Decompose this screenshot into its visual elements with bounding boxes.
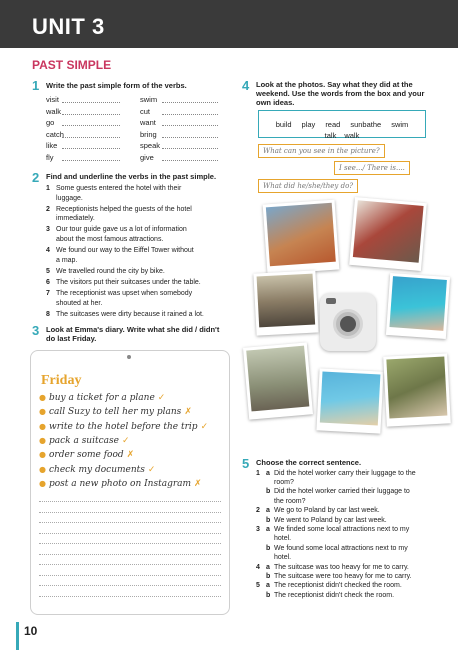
option-text[interactable]: We found some local attractions next to my — [274, 544, 408, 552]
tablet-camera-dot — [127, 355, 131, 359]
sentence-text: about the most famous attractions. — [56, 236, 164, 243]
answer-line[interactable] — [62, 102, 120, 103]
answer-line[interactable] — [162, 125, 218, 126]
ex1-verb: speak — [140, 141, 161, 150]
instant-camera-image — [320, 293, 376, 351]
word-box-row2 — [259, 125, 425, 143]
item-number: 2 — [256, 507, 260, 515]
photo-reading-book — [349, 197, 427, 271]
sentence-text: We found our way to the Eiffel Tower without — [56, 247, 194, 255]
ex1-verb: walk — [46, 106, 62, 116]
answer-line[interactable] — [62, 148, 120, 149]
diary-bullet: ● — [39, 407, 46, 417]
diary-item — [39, 405, 192, 419]
answer-line[interactable] — [162, 102, 218, 103]
option-letter: b — [266, 591, 271, 599]
sentence-text: The suitcases were dirty because it rained a lot. — [56, 310, 204, 318]
ex1-verb: visit — [46, 95, 59, 104]
writing-line[interactable] — [39, 512, 221, 513]
ex2-instruction: Find and underline the verbs in the past simple. — [46, 172, 217, 181]
sentence-number: 1 — [46, 185, 50, 192]
option-text[interactable]: The suitcase was too heavy for me to carry. — [274, 563, 409, 571]
sentence-text: Receptionists helped the guests of the hotel — [56, 205, 192, 213]
ex1-verb: catch — [46, 129, 64, 139]
diary-bullet: ● — [39, 393, 46, 402]
writing-line[interactable] — [39, 575, 221, 576]
sentence-number: 8 — [46, 310, 50, 318]
diary-item — [39, 477, 202, 491]
ex1-instruction: Write the past simple form of the verbs. — [46, 81, 187, 90]
check-mark-icon: ✓ — [200, 421, 209, 432]
option-text[interactable]: We went to Poland by car last week. — [274, 516, 387, 524]
page-number: 10 — [24, 624, 38, 638]
writing-line[interactable] — [39, 564, 221, 565]
unit-title: UNIT 3 — [32, 14, 105, 39]
item-number: 1 — [256, 470, 260, 477]
diary-item-text: buy a ticket for a plane — [48, 393, 155, 403]
photo-reading-outdoors — [383, 353, 451, 426]
sentence-text: luggage. — [56, 194, 83, 202]
option-text[interactable]: Did the hotel worker carried their luggage to — [274, 488, 410, 496]
option-letter: a — [266, 563, 270, 571]
box-word: walk — [344, 131, 360, 140]
ex1-verb: want — [140, 118, 156, 127]
option-letter: b — [266, 516, 271, 524]
sentence-text: Our tour guide gave us a lot of information — [56, 226, 187, 234]
answer-line[interactable] — [62, 137, 120, 138]
option-letter: a — [266, 470, 270, 477]
ex1-verb: like — [46, 141, 58, 150]
ex1-verb: go — [46, 118, 55, 127]
diary-bullet: ● — [39, 478, 46, 488]
writing-line[interactable] — [39, 596, 221, 597]
option-text[interactable]: hotel. — [274, 535, 292, 543]
sentence-text: shouted at her. — [56, 299, 103, 307]
option-text[interactable]: hotel. — [274, 553, 292, 561]
diary-bullet: ● — [39, 464, 46, 474]
option-letter: a — [266, 507, 270, 515]
option-text[interactable]: We go to Poland by car last week. — [274, 507, 380, 515]
answer-line[interactable] — [62, 160, 120, 161]
word-box — [258, 110, 426, 138]
answer-line[interactable] — [62, 114, 120, 115]
writing-line[interactable] — [39, 522, 221, 523]
diary-item-text: write to the hotel before the trip — [48, 421, 198, 432]
cross-mark-icon: ✗ — [126, 450, 135, 461]
option-text[interactable]: The suitcase were too heavy for me to carry. — [274, 572, 412, 580]
box-word: sunbathe — [350, 120, 382, 129]
ex1-verb: bring — [140, 129, 157, 139]
writing-line[interactable] — [39, 501, 221, 502]
sentence-number: 7 — [46, 290, 50, 297]
item-number: 3 — [256, 526, 260, 534]
answer-line[interactable] — [162, 148, 218, 149]
sentence-number: 6 — [46, 278, 50, 286]
writing-line[interactable] — [39, 554, 221, 555]
photo-swimming — [386, 273, 450, 339]
cross-mark-icon: ✗ — [184, 407, 192, 418]
item-number: 4 — [256, 563, 260, 571]
ex4-number: 4 — [242, 78, 250, 93]
writing-line[interactable] — [39, 585, 221, 586]
option-letter: b — [266, 488, 271, 496]
ex3-number: 3 — [32, 323, 40, 338]
ex4-instruction-line2: weekend. Use the words from the box and your — [256, 89, 425, 98]
check-mark-icon: ✓ — [157, 393, 166, 403]
diary-item-text: pack a suitcase — [48, 435, 119, 446]
diary-item — [39, 434, 130, 448]
check-mark-icon: ✓ — [147, 464, 156, 475]
section-title: PAST SIMPLE — [32, 58, 112, 72]
photo-sunbathing — [316, 368, 383, 433]
diary-item — [39, 420, 208, 434]
page-number-bar — [16, 622, 19, 650]
sentence-text: The receptionist was upset when somebody — [56, 290, 193, 297]
diary-item — [39, 391, 165, 405]
answer-line[interactable] — [162, 114, 218, 115]
box-word: read — [325, 120, 341, 129]
ex4-instruction-line3: own ideas. — [256, 98, 295, 107]
ex5-instruction: Choose the correct sentence. — [256, 458, 362, 467]
diary-item-text: order some food — [48, 450, 124, 461]
box-word: swim — [391, 120, 409, 129]
ex1-verb: swim — [140, 95, 158, 104]
option-text[interactable]: The receptionist didn't check the room. — [274, 591, 395, 599]
option-letter: b — [266, 544, 271, 552]
ex1-verb: cut — [140, 106, 151, 116]
option-text[interactable]: room? — [274, 479, 294, 487]
ex1-verb: give — [140, 152, 154, 162]
option-letter: a — [266, 582, 270, 590]
ex5-number: 5 — [242, 456, 250, 471]
box-word: talk — [324, 131, 337, 140]
diary-item-text: post a new photo on Instagram — [48, 478, 192, 489]
option-letter: a — [266, 526, 270, 534]
speech-bubble-question: What can you see in the picture? — [258, 144, 385, 158]
diary-item — [39, 448, 134, 462]
diary-bullet: ● — [39, 421, 46, 431]
box-word: play — [301, 120, 316, 129]
sentence-number: 2 — [46, 205, 50, 213]
sentence-text: We travelled round the city by bike. — [56, 267, 165, 275]
sentence-text: Some guests entered the hotel with their — [56, 185, 182, 192]
ex1-verb: fly — [46, 152, 54, 162]
speech-bubble-answer: I see.../ There is.... — [334, 161, 410, 175]
box-word: build — [275, 120, 292, 129]
sentence-text: The visitors put their suitcases under the table. — [56, 278, 201, 286]
photo-talking-friends — [253, 270, 318, 335]
sentence-text: a map. — [56, 256, 78, 264]
diary-day: Friday — [41, 373, 82, 388]
writing-line[interactable] — [39, 533, 221, 534]
diary-item — [39, 463, 155, 477]
diary-tablet — [30, 350, 230, 615]
option-text[interactable]: The receptionist didn't checked the room. — [274, 582, 402, 590]
photo-walking-couple — [243, 342, 313, 419]
photo-building-sandcastle — [263, 200, 340, 275]
speech-bubble-prompt: What did he/she/they do? — [258, 179, 358, 193]
diary-bullet: ● — [39, 450, 46, 460]
answer-line[interactable] — [162, 137, 218, 138]
answer-line[interactable] — [162, 160, 218, 161]
sentence-number: 5 — [46, 267, 50, 275]
ex1-number: 1 — [32, 78, 40, 93]
sentence-number: 4 — [46, 247, 50, 255]
diary-item-text: check my documents — [48, 464, 145, 475]
sentence-text: immediately. — [56, 215, 95, 223]
option-text[interactable]: Did the hotel worker carry their luggage to the — [274, 470, 416, 477]
ex3-instruction-line2: do last Friday. — [46, 334, 97, 343]
item-number: 5 — [256, 582, 260, 590]
check-mark-icon: ✓ — [121, 435, 130, 446]
option-text[interactable]: the room? — [274, 497, 306, 505]
option-text[interactable]: We finded some local attractions next to my — [274, 526, 410, 534]
cross-mark-icon: ✗ — [194, 478, 202, 489]
ex3-instruction-line1: Look at Emma's diary. Write what she did / didn't — [46, 325, 220, 334]
ex4-instruction-line1: Look at the photos. Say what they did at the — [256, 80, 413, 89]
sentence-number: 3 — [46, 226, 50, 234]
diary-item-text: call Suzy to tell her my plans — [48, 407, 182, 418]
answer-line[interactable] — [62, 125, 120, 126]
option-letter: b — [266, 572, 271, 580]
ex2-number: 2 — [32, 170, 40, 185]
diary-bullet: ● — [39, 435, 46, 445]
writing-line[interactable] — [39, 543, 221, 544]
